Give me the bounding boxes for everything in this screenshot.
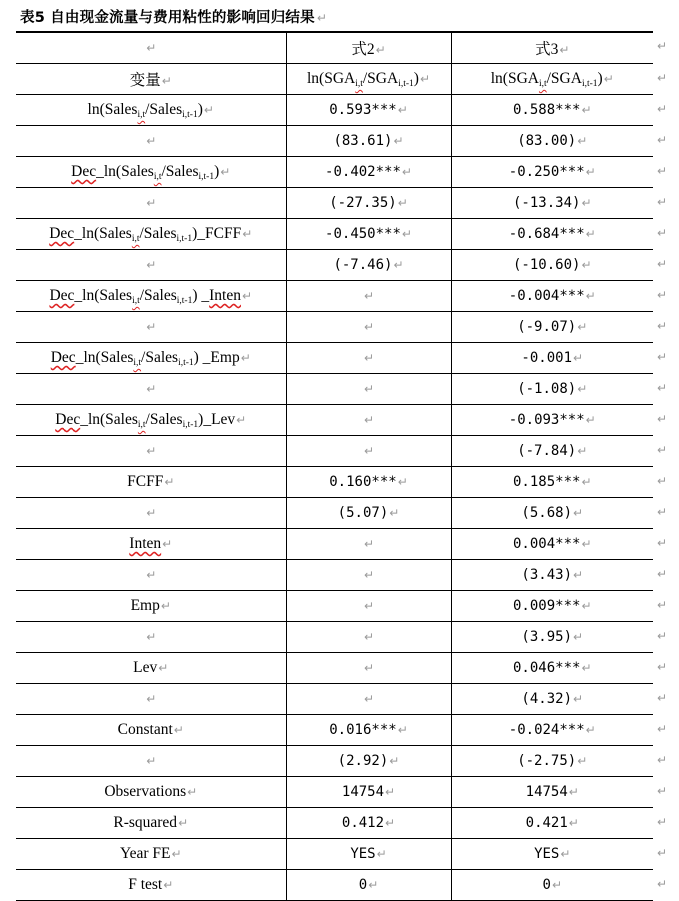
variable-cell: Dec_ln(Sales$_{i,t}$/Sales$_{i,t-1}$)_Lev↵ bbox=[16, 405, 286, 436]
row-end-mark-icon: ↵ bbox=[656, 39, 668, 53]
variable-cell: Lev↵ bbox=[16, 653, 286, 684]
table-row bbox=[16, 312, 653, 343]
row-end-mark-icon: ↵ bbox=[656, 535, 668, 550]
row-end-mark-icon: ↵ bbox=[656, 876, 668, 891]
row-end-mark-icon: ↵ bbox=[656, 597, 668, 612]
coef-cell-col3: 14754↵ bbox=[451, 777, 653, 808]
row-end-mark-icon: ↵ bbox=[656, 349, 668, 364]
coef-cell-col3: 0↵ bbox=[451, 870, 653, 901]
header-empty-cell: ↵ bbox=[16, 32, 286, 64]
row-end-mark-icon: ↵ bbox=[656, 814, 668, 829]
row-end-mark-icon: ↵ bbox=[656, 442, 668, 457]
coef-cell-col3: YES↵ bbox=[451, 839, 653, 870]
coef-cell-col2: (2.92)↵ bbox=[286, 746, 451, 777]
table-header-row bbox=[16, 32, 653, 64]
coef-cell-col2: (-27.35)↵ bbox=[286, 188, 451, 219]
variable-cell: ↵ bbox=[16, 622, 286, 653]
table-row bbox=[16, 529, 653, 560]
coef-cell-col3: 0.588***↵ bbox=[451, 95, 653, 126]
table-row bbox=[16, 157, 653, 188]
regression-table bbox=[16, 31, 653, 901]
coef-cell-col3: (-7.84)↵ bbox=[451, 436, 653, 467]
coef-cell-col3: (-1.08)↵ bbox=[451, 374, 653, 405]
coef-cell-col2: ↵ bbox=[286, 622, 451, 653]
coef-cell-col2: 0.016***↵ bbox=[286, 715, 451, 746]
coef-cell-col2: 0.593***↵ bbox=[286, 95, 451, 126]
table-row bbox=[16, 498, 653, 529]
coef-cell-col3: -0.024***↵ bbox=[451, 715, 653, 746]
coef-cell-col2: -0.450***↵ bbox=[286, 219, 451, 250]
variable-cell: Constant↵ bbox=[16, 715, 286, 746]
coef-cell-col2: 0↵ bbox=[286, 870, 451, 901]
variable-cell: Observations↵ bbox=[16, 777, 286, 808]
coef-cell-col2: ↵ bbox=[286, 312, 451, 343]
coef-cell-col2: YES↵ bbox=[286, 839, 451, 870]
header-col2: 式2↵ bbox=[286, 32, 451, 64]
variable-cell: ↵ bbox=[16, 560, 286, 591]
row-end-mark-icon: ↵ bbox=[656, 504, 668, 519]
coef-cell-col3: (3.95)↵ bbox=[451, 622, 653, 653]
row-end-mark-icon: ↵ bbox=[656, 132, 668, 147]
row-end-mark-icon: ↵ bbox=[656, 287, 668, 302]
coef-cell-col3: (5.68)↵ bbox=[451, 498, 653, 529]
coef-cell-col2: 0.160***↵ bbox=[286, 467, 451, 498]
table-row bbox=[16, 777, 653, 808]
coef-cell-col2: (83.61)↵ bbox=[286, 126, 451, 157]
table-row bbox=[16, 746, 653, 777]
coef-cell-col3: 0.185***↵ bbox=[451, 467, 653, 498]
table-row bbox=[16, 188, 653, 219]
header-col3: 式3↵ bbox=[451, 32, 653, 64]
variable-cell: Dec_ln(Sales$_{i,t}$/Sales$_{i,t-1}$) _Emp↵ bbox=[16, 343, 286, 374]
row-end-mark-icon: ↵ bbox=[656, 690, 668, 705]
table-subheader-row bbox=[16, 64, 653, 95]
coef-cell-col3: (3.43)↵ bbox=[451, 560, 653, 591]
variable-cell: ↵ bbox=[16, 684, 286, 715]
table-row bbox=[16, 591, 653, 622]
coef-cell-col2: ↵ bbox=[286, 529, 451, 560]
variable-cell: Year FE↵ bbox=[16, 839, 286, 870]
row-end-mark-icon: ↵ bbox=[656, 163, 668, 178]
table-row bbox=[16, 343, 653, 374]
table-title bbox=[20, 6, 327, 27]
coef-cell-col3: 0.046***↵ bbox=[451, 653, 653, 684]
table-row bbox=[16, 436, 653, 467]
coef-cell-col2: ↵ bbox=[286, 281, 451, 312]
table-row bbox=[16, 126, 653, 157]
coef-cell-col3: (83.00)↵ bbox=[451, 126, 653, 157]
row-end-mark-icon: ↵ bbox=[656, 380, 668, 395]
coef-cell-col2: ↵ bbox=[286, 653, 451, 684]
coef-cell-col2: (5.07)↵ bbox=[286, 498, 451, 529]
variable-cell: FCFF↵ bbox=[16, 467, 286, 498]
row-end-mark-icon: ↵ bbox=[656, 566, 668, 581]
row-end-mark-icon: ↵ bbox=[656, 225, 668, 240]
table-row bbox=[16, 839, 653, 870]
variable-header: 变量↵ bbox=[16, 64, 286, 95]
variable-cell: ln(Sales$_{i,t}$/Sales$_{i,t-1}$)↵ bbox=[16, 95, 286, 126]
table-row bbox=[16, 622, 653, 653]
coef-cell-col3: 0.421↵ bbox=[451, 808, 653, 839]
coef-cell-col2: ↵ bbox=[286, 405, 451, 436]
coef-cell-col2: 0.412↵ bbox=[286, 808, 451, 839]
variable-cell: ↵ bbox=[16, 746, 286, 777]
row-end-mark-icon: ↵ bbox=[656, 752, 668, 767]
coef-cell-col3: -0.684***↵ bbox=[451, 219, 653, 250]
table-row bbox=[16, 374, 653, 405]
variable-cell: ↵ bbox=[16, 250, 286, 281]
coef-cell-col3: (4.32)↵ bbox=[451, 684, 653, 715]
row-end-mark-icon: ↵ bbox=[656, 473, 668, 488]
dependent-variable-col2: $\ln(SGA_{i,t}/SGA_{i,t-1})↵$ bbox=[286, 64, 451, 95]
variable-cell: Dec_ln(Sales$_{i,t}$/Sales$_{i,t-1}$) _Inten↵ bbox=[16, 281, 286, 312]
coef-cell-col2: ↵ bbox=[286, 684, 451, 715]
coef-cell-col3: 0.009***↵ bbox=[451, 591, 653, 622]
table-row bbox=[16, 808, 653, 839]
coef-cell-col2: -0.402***↵ bbox=[286, 157, 451, 188]
coef-cell-col3: (-2.75)↵ bbox=[451, 746, 653, 777]
variable-cell: ↵ bbox=[16, 374, 286, 405]
variable-cell: ↵ bbox=[16, 188, 286, 219]
coef-cell-col3: 0.004***↵ bbox=[451, 529, 653, 560]
coef-cell-col3: -0.250***↵ bbox=[451, 157, 653, 188]
coef-cell-col2: (-7.46)↵ bbox=[286, 250, 451, 281]
table-title-text: 表5 自由现金流量与费用粘性的影响回归结果 bbox=[20, 10, 315, 26]
variable-cell: R-squared↵ bbox=[16, 808, 286, 839]
table-row bbox=[16, 653, 653, 684]
row-end-mark-icon: ↵ bbox=[656, 845, 668, 860]
coef-cell-col3: -0.004***↵ bbox=[451, 281, 653, 312]
coef-cell-col2: 14754↵ bbox=[286, 777, 451, 808]
variable-cell: ↵ bbox=[16, 312, 286, 343]
row-end-mark-icon: ↵ bbox=[656, 70, 668, 85]
row-end-mark-icon: ↵ bbox=[656, 318, 668, 333]
row-end-mark-icon: ↵ bbox=[656, 194, 668, 209]
variable-cell: Dec_ln(Sales$_{i,t}$/Sales$_{i,t-1}$)↵ bbox=[16, 157, 286, 188]
row-end-mark-icon: ↵ bbox=[656, 783, 668, 798]
coef-cell-col3: (-9.07)↵ bbox=[451, 312, 653, 343]
coef-cell-col2: ↵ bbox=[286, 343, 451, 374]
variable-cell: F test↵ bbox=[16, 870, 286, 901]
table-row bbox=[16, 715, 653, 746]
coef-cell-col3: (-10.60)↵ bbox=[451, 250, 653, 281]
row-end-mark-icon: ↵ bbox=[656, 411, 668, 426]
coef-cell-col2: ↵ bbox=[286, 591, 451, 622]
paragraph-mark-icon: ↵ bbox=[316, 11, 328, 25]
row-end-mark-icon: ↵ bbox=[656, 628, 668, 643]
table-row bbox=[16, 684, 653, 715]
row-end-mark-icon: ↵ bbox=[656, 659, 668, 674]
coef-cell-col2: ↵ bbox=[286, 560, 451, 591]
table-row bbox=[16, 95, 653, 126]
table-row bbox=[16, 560, 653, 591]
variable-cell: Dec_ln(Sales$_{i,t}$/Sales$_{i,t-1}$)_FCFF↵ bbox=[16, 219, 286, 250]
dependent-variable-col3: $\ln(SGA_{i,t}/SGA_{i,t-1})↵$ bbox=[451, 64, 653, 95]
variable-cell: ↵ bbox=[16, 436, 286, 467]
variable-cell: Inten↵ bbox=[16, 529, 286, 560]
table-row bbox=[16, 219, 653, 250]
coef-cell-col3: (-13.34)↵ bbox=[451, 188, 653, 219]
variable-cell: ↵ bbox=[16, 498, 286, 529]
table-row bbox=[16, 281, 653, 312]
coef-cell-col3: -0.093***↵ bbox=[451, 405, 653, 436]
row-end-mark-icon: ↵ bbox=[656, 256, 668, 271]
coef-cell-col3: -0.001↵ bbox=[451, 343, 653, 374]
row-end-mark-icon: ↵ bbox=[656, 101, 668, 116]
variable-cell: Emp↵ bbox=[16, 591, 286, 622]
table-row bbox=[16, 405, 653, 436]
variable-cell: ↵ bbox=[16, 126, 286, 157]
table-row bbox=[16, 250, 653, 281]
coef-cell-col2: ↵ bbox=[286, 374, 451, 405]
coef-cell-col2: ↵ bbox=[286, 436, 451, 467]
row-end-mark-icon: ↵ bbox=[656, 721, 668, 736]
table-row bbox=[16, 467, 653, 498]
